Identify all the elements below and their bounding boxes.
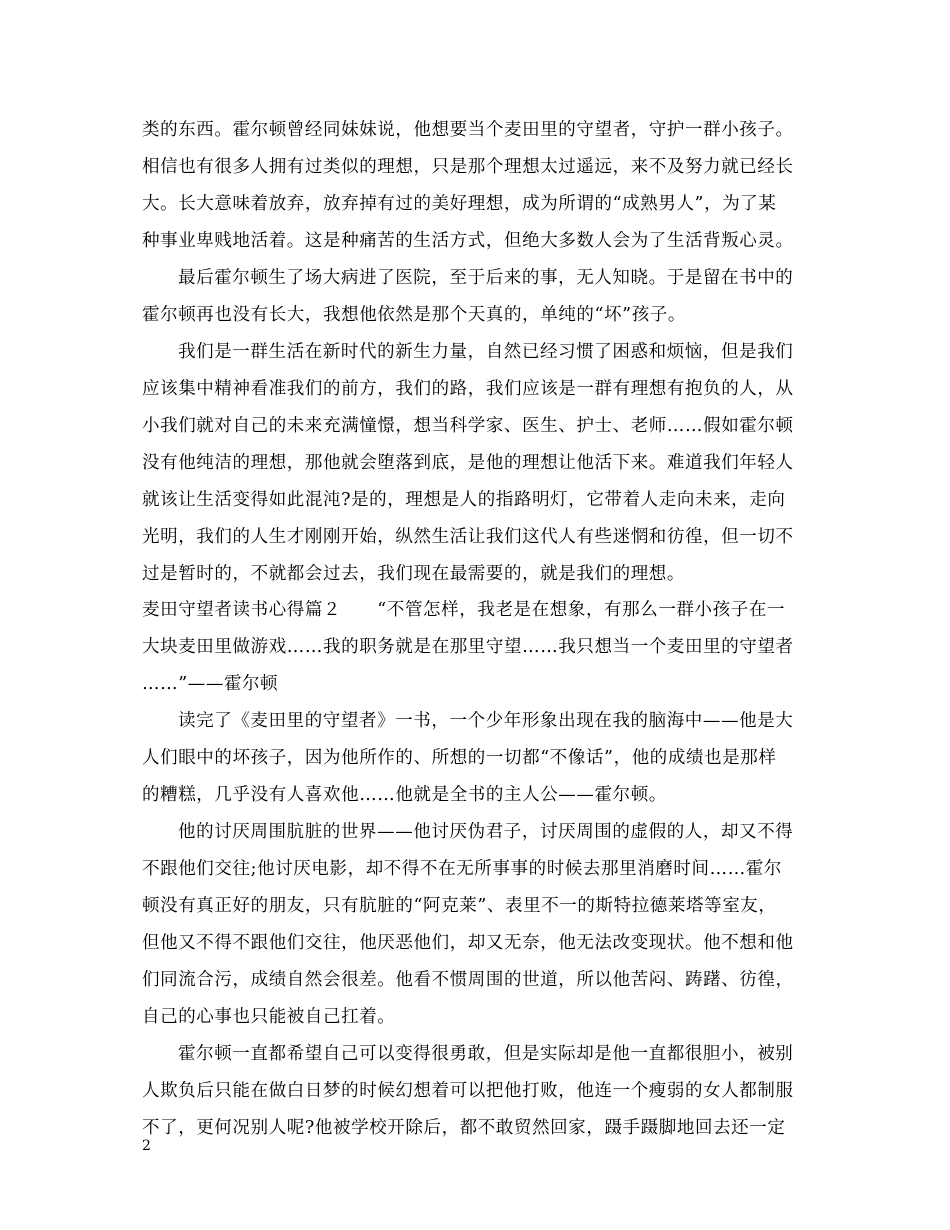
text-line: 人欺负后只能在做白日梦的时候幻想着可以把他打败，他连一个瘦弱的女人都制服 [142, 1081, 794, 1101]
text-line: 类的东西。霍尔顿曾经同妹妹说，他想要当个麦田里的守望者，守护一群小孩子。 [142, 120, 794, 140]
text-line: 他的讨厌周围肮脏的世界——他讨厌伪君子，讨厌周围的虚假的人，却又不得 [178, 822, 794, 842]
text-line: 读完了《麦田里的守望者》一书，一个少年形象出现在我的脑海中——他是大 [178, 711, 794, 731]
text-line: 但他又不得不跟他们交往，他厌恶他们，却又无奈，他无法改变现状。他不想和他 [142, 933, 794, 953]
text-line: 没有他纯洁的理想，那他就会堕落到底，是他的理想让他活下来。难道我们年轻人 [142, 453, 794, 473]
text-line: 们同流合污，成绩自然会很差。他看不惯周围的世道，所以他苦闷、踌躇、彷徨， [142, 970, 794, 990]
text-line: 人们眼中的坏孩子，因为他所作的、所想的一切都“不像话”，他的成绩也是那样 [142, 748, 777, 768]
text-line: 霍尔顿一直都希望自己可以变得很勇敢，但是实际却是他一直都很胆小，被别 [178, 1044, 794, 1064]
text-line: 我们是一群生活在新时代的新生力量，自然已经习惯了困惑和烦恼，但是我们 [178, 342, 794, 362]
text-line: 光明，我们的人生才刚刚开始，纵然生活让我们这代人有些迷惘和彷徨，但一切不 [142, 527, 794, 547]
text-line: 的糟糕，几乎没有人喜欢他……他就是全书的主人公——霍尔顿。 [142, 785, 667, 805]
text-line: 就该让生活变得如此混沌?是的，理想是人的指路明灯，它带着人走向未来，走向 [142, 490, 786, 510]
text-line: 顿没有真正好的朋友，只有肮脏的“阿克莱”、表里不一的斯特拉德莱塔等室友， [142, 896, 777, 916]
text-line: 应该集中精神看准我们的前方，我们的路，我们应该是一群有理想有抱负的人，从 [142, 379, 794, 399]
page-number: 2 [142, 1138, 151, 1154]
text-line: 小我们就对自己的未来充满憧憬，想当科学家、医生、护士、老师……假如霍尔顿 [142, 416, 794, 436]
text-line: ……”——霍尔顿 [142, 674, 279, 694]
text-line: 大块麦田里做游戏……我的职务就是在那里守望……我只想当一个麦田里的守望者 [142, 637, 794, 657]
section-heading-line: 麦田守望者读书心得篇２ “不管怎样，我老是在想象，有那么一群小孩子在一 [142, 600, 786, 620]
text-line: 种事业卑贱地活着。这是种痛苦的生活方式，但绝大多数人会为了生活背叛心灵。 [142, 231, 794, 251]
text-line: 不跟他们交往;他讨厌电影，却不得不在无所事事的时候去那里消磨时间……霍尔 [142, 859, 782, 879]
text-line: 最后霍尔顿生了场大病进了医院，至于后来的事，无人知晓。于是留在书中的 [178, 268, 794, 288]
text-line: 霍尔顿再也没有长大，我想他依然是那个天真的，单纯的“坏”孩子。 [142, 305, 686, 325]
text-line: 不了，更何况别人呢?他被学校开除后，都不敢贸然回家，蹑手蹑脚地回去还一定 [142, 1118, 786, 1138]
text-line: 自己的心事也只能被自己扛着。 [142, 1007, 396, 1027]
text-line: 大。长大意味着放弃，放弃掉有过的美好理想，成为所谓的“成熟男人”，为了某 [142, 194, 777, 214]
text-line: 过是暂时的，不就都会过去，我们现在最需要的，就是我们的理想。 [142, 564, 685, 584]
text-line: 相信也有很多人拥有过类似的理想，只是那个理想太过遥远，来不及努力就已经长 [142, 157, 794, 177]
